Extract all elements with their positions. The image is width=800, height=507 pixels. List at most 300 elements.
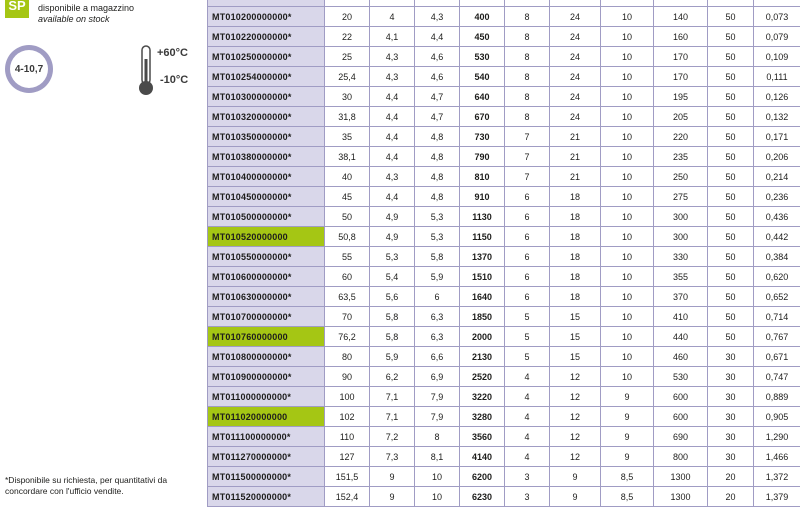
table-row bbox=[208, 247, 800, 267]
table-cell: 1300 bbox=[654, 467, 708, 487]
table-cell: 4,9 bbox=[370, 207, 415, 227]
table-cell: 0,132 bbox=[754, 107, 800, 127]
table-cell: 24 bbox=[550, 67, 601, 87]
table-cell: 1150 bbox=[460, 227, 505, 247]
table-cell: 0,620 bbox=[754, 267, 800, 287]
table-cell: 690 bbox=[654, 427, 708, 447]
table-cell: 30 bbox=[708, 407, 754, 427]
table-cell: 0,747 bbox=[754, 367, 800, 387]
table-cell: 6 bbox=[415, 287, 460, 307]
table-cell: 50 bbox=[708, 307, 754, 327]
table-cell: 9 bbox=[601, 427, 654, 447]
table-cell: 0,236 bbox=[754, 187, 800, 207]
table-cell: 25,4 bbox=[325, 67, 370, 87]
table-cell: 10 bbox=[601, 87, 654, 107]
table-cell: 12 bbox=[550, 367, 601, 387]
table-cell: 30 bbox=[708, 387, 754, 407]
table-cell: 38,1 bbox=[325, 147, 370, 167]
table-cell: 10 bbox=[415, 487, 460, 507]
table-cell: 4,4 bbox=[370, 147, 415, 167]
table-cell: 800 bbox=[654, 447, 708, 467]
table-cell: 0,714 bbox=[754, 307, 800, 327]
table-cell: 7 bbox=[505, 147, 550, 167]
table-cell: 6 bbox=[505, 227, 550, 247]
table-cell: 4,3 bbox=[370, 47, 415, 67]
table-cell: 18 bbox=[550, 247, 601, 267]
table-cell: 21 bbox=[550, 147, 601, 167]
table-cell: 3 bbox=[505, 487, 550, 507]
table-cell: 9 bbox=[601, 407, 654, 427]
table-cell: 8 bbox=[505, 107, 550, 127]
table-cell: 790 bbox=[460, 147, 505, 167]
table-row bbox=[208, 347, 800, 367]
table-cell: 4 bbox=[370, 7, 415, 27]
table-cell: 10 bbox=[601, 187, 654, 207]
table-cell: 4,9 bbox=[370, 227, 415, 247]
table-cell: 1850 bbox=[460, 307, 505, 327]
table-cell: 8 bbox=[505, 67, 550, 87]
table-cell: 160 bbox=[654, 27, 708, 47]
article-code-cell: MT010630000000* bbox=[208, 287, 325, 307]
table-cell: 4,4 bbox=[370, 187, 415, 207]
table-cell: 10 bbox=[601, 147, 654, 167]
table-cell: 0,109 bbox=[754, 47, 800, 67]
table-cell: 1370 bbox=[460, 247, 505, 267]
article-code-cell: MT010600000000* bbox=[208, 267, 325, 287]
table-cell: 440 bbox=[654, 327, 708, 347]
product-table-body bbox=[208, 0, 800, 507]
table-cell: 30 bbox=[325, 87, 370, 107]
table-cell: 12 bbox=[550, 387, 601, 407]
article-code-cell: MT011100000000* bbox=[208, 427, 325, 447]
article-code-cell: MT010320000000* bbox=[208, 107, 325, 127]
table-cell: 10 bbox=[601, 367, 654, 387]
table-row bbox=[208, 387, 800, 407]
table-cell: 1,372 bbox=[754, 467, 800, 487]
table-cell: 0,652 bbox=[754, 287, 800, 307]
table-row bbox=[208, 187, 800, 207]
table-cell: 10 bbox=[601, 247, 654, 267]
table-cell: 410 bbox=[654, 307, 708, 327]
table-cell: 22 bbox=[325, 27, 370, 47]
table-cell: 7,2 bbox=[370, 427, 415, 447]
table-cell: 4,7 bbox=[415, 87, 460, 107]
table-cell: 220 bbox=[654, 127, 708, 147]
table-cell: 5,3 bbox=[415, 207, 460, 227]
table-cell: 810 bbox=[460, 167, 505, 187]
table-row bbox=[208, 107, 800, 127]
article-code-cell: MT010254000000* bbox=[208, 67, 325, 87]
table-cell: 4 bbox=[505, 407, 550, 427]
table-cell: 30 bbox=[708, 367, 754, 387]
table-cell: 0,073 bbox=[754, 7, 800, 27]
table-cell: 600 bbox=[654, 387, 708, 407]
table-cell: 8,5 bbox=[601, 467, 654, 487]
table-cell: 250 bbox=[654, 167, 708, 187]
table-cell: 4,4 bbox=[370, 127, 415, 147]
table-cell: 5,8 bbox=[370, 307, 415, 327]
table-cell: 195 bbox=[654, 87, 708, 107]
table-cell: 10 bbox=[601, 207, 654, 227]
table-cell: 2000 bbox=[460, 327, 505, 347]
table-row bbox=[208, 27, 800, 47]
table-cell: 4,1 bbox=[370, 27, 415, 47]
table-cell: 18 bbox=[550, 207, 601, 227]
table-cell: 5,8 bbox=[415, 247, 460, 267]
table-cell: 50 bbox=[708, 27, 754, 47]
table-cell: 7 bbox=[505, 127, 550, 147]
table-cell: 205 bbox=[654, 107, 708, 127]
table-cell: 5 bbox=[505, 327, 550, 347]
max-temperature: +60°C bbox=[157, 47, 188, 59]
article-code-cell: MT010520000000 bbox=[208, 227, 325, 247]
table-row bbox=[208, 267, 800, 287]
table-cell: 4 bbox=[505, 367, 550, 387]
table-cell: 4,8 bbox=[415, 127, 460, 147]
table-cell: 2520 bbox=[460, 367, 505, 387]
table-cell: 7,1 bbox=[370, 407, 415, 427]
table-cell: 24 bbox=[550, 27, 601, 47]
table-row bbox=[208, 487, 800, 507]
table-cell: 7,3 bbox=[370, 447, 415, 467]
article-code-cell: MT010400000000* bbox=[208, 167, 325, 187]
table-cell: 21 bbox=[550, 167, 601, 187]
table-cell: 8 bbox=[415, 427, 460, 447]
table-cell: 235 bbox=[654, 147, 708, 167]
article-code-cell: MT010500000000* bbox=[208, 207, 325, 227]
table-cell: 50 bbox=[708, 227, 754, 247]
table-cell: 0,214 bbox=[754, 167, 800, 187]
table-row bbox=[208, 447, 800, 467]
table-cell: 10 bbox=[601, 107, 654, 127]
table-cell: 10 bbox=[601, 267, 654, 287]
table-row bbox=[208, 7, 800, 27]
table-cell: 4,3 bbox=[370, 67, 415, 87]
table-cell: 6 bbox=[505, 187, 550, 207]
table-row bbox=[208, 427, 800, 447]
table-cell: 3220 bbox=[460, 387, 505, 407]
table-row bbox=[208, 127, 800, 147]
size-range-badge-inner bbox=[10, 50, 48, 88]
table-cell: 0,111 bbox=[754, 67, 800, 87]
table-cell: 24 bbox=[550, 47, 601, 67]
table-cell: 50 bbox=[708, 67, 754, 87]
table-cell: 1300 bbox=[654, 487, 708, 507]
table-cell: 8 bbox=[505, 7, 550, 27]
sidebar bbox=[0, 0, 200, 500]
table-cell: 4 bbox=[505, 427, 550, 447]
product-table-wrapper bbox=[207, 0, 800, 507]
table-cell: 0,889 bbox=[754, 387, 800, 407]
table-cell: 4,4 bbox=[415, 27, 460, 47]
table-cell: 60 bbox=[325, 267, 370, 287]
table-cell: 7,9 bbox=[415, 407, 460, 427]
table-cell: 15 bbox=[550, 307, 601, 327]
table-cell: 8 bbox=[505, 27, 550, 47]
table-cell: 5,8 bbox=[370, 327, 415, 347]
table-row bbox=[208, 87, 800, 107]
table-cell: 3280 bbox=[460, 407, 505, 427]
table-cell: 10 bbox=[601, 287, 654, 307]
table-cell: 0,442 bbox=[754, 227, 800, 247]
table-cell: 20 bbox=[325, 7, 370, 27]
table-cell: 31,8 bbox=[325, 107, 370, 127]
table-cell: 4,4 bbox=[370, 87, 415, 107]
table-cell: 110 bbox=[325, 427, 370, 447]
table-cell: 45 bbox=[325, 187, 370, 207]
table-cell: 1,379 bbox=[754, 487, 800, 507]
table-cell: 80 bbox=[325, 347, 370, 367]
table-cell: 530 bbox=[460, 47, 505, 67]
table-cell: 50 bbox=[708, 187, 754, 207]
table-cell: 910 bbox=[460, 187, 505, 207]
table-cell: 4,8 bbox=[415, 147, 460, 167]
table-cell: 4,8 bbox=[415, 167, 460, 187]
table-cell: 5 bbox=[505, 307, 550, 327]
table-cell: 0,126 bbox=[754, 87, 800, 107]
table-cell: 100 bbox=[325, 387, 370, 407]
table-cell: 63,5 bbox=[325, 287, 370, 307]
table-cell: 10 bbox=[601, 47, 654, 67]
table-cell: 640 bbox=[460, 87, 505, 107]
table-row bbox=[208, 367, 800, 387]
table-cell: 50 bbox=[708, 207, 754, 227]
table-cell: 30 bbox=[708, 447, 754, 467]
stock-legend-italian: disponibile a magazzino bbox=[38, 3, 134, 14]
table-cell: 9 bbox=[601, 447, 654, 467]
table-cell: 30 bbox=[708, 427, 754, 447]
size-range-value: 4-10,7 bbox=[15, 64, 43, 75]
thermometer-icon bbox=[136, 45, 156, 97]
table-cell: 7,1 bbox=[370, 387, 415, 407]
table-cell: 1,466 bbox=[754, 447, 800, 467]
table-cell: 152,4 bbox=[325, 487, 370, 507]
table-cell: 330 bbox=[654, 247, 708, 267]
table-cell: 10 bbox=[601, 67, 654, 87]
table-cell: 3 bbox=[505, 467, 550, 487]
table-cell: 12 bbox=[550, 447, 601, 467]
article-code-cell: MT010380000000* bbox=[208, 147, 325, 167]
table-cell: 10 bbox=[601, 327, 654, 347]
table-cell: 24 bbox=[550, 87, 601, 107]
size-range-badge bbox=[5, 45, 53, 93]
table-cell: 6 bbox=[505, 287, 550, 307]
table-cell: 670 bbox=[460, 107, 505, 127]
table-cell: 275 bbox=[654, 187, 708, 207]
table-cell: 460 bbox=[654, 347, 708, 367]
table-cell: 50 bbox=[708, 287, 754, 307]
table-cell: 10 bbox=[601, 347, 654, 367]
table-cell: 6230 bbox=[460, 487, 505, 507]
table-cell: 6,3 bbox=[415, 307, 460, 327]
table-cell: 50 bbox=[708, 127, 754, 147]
table-cell: 6,2 bbox=[370, 367, 415, 387]
table-cell: 20 bbox=[708, 467, 754, 487]
table-cell: 4140 bbox=[460, 447, 505, 467]
table-cell: 450 bbox=[460, 27, 505, 47]
table-cell: 540 bbox=[460, 67, 505, 87]
table-cell: 0,171 bbox=[754, 127, 800, 147]
table-cell: 1640 bbox=[460, 287, 505, 307]
table-cell: 0,767 bbox=[754, 327, 800, 347]
table-cell: 12 bbox=[550, 407, 601, 427]
table-row bbox=[208, 327, 800, 347]
footnote-line-1: *Disponibile su richiesta, per quantitativi da bbox=[5, 475, 195, 486]
table-cell: 102 bbox=[325, 407, 370, 427]
table-cell: 24 bbox=[550, 107, 601, 127]
table-cell: 4 bbox=[505, 387, 550, 407]
table-cell: 370 bbox=[654, 287, 708, 307]
table-cell: 2130 bbox=[460, 347, 505, 367]
table-cell: 140 bbox=[654, 7, 708, 27]
table-cell: 6 bbox=[505, 247, 550, 267]
article-code-cell: MT010450000000* bbox=[208, 187, 325, 207]
table-cell: 10 bbox=[415, 467, 460, 487]
table-cell: 50 bbox=[708, 47, 754, 67]
table-cell: 4,8 bbox=[415, 187, 460, 207]
table-cell: 4,4 bbox=[370, 107, 415, 127]
table-cell: 7 bbox=[505, 167, 550, 187]
table-row bbox=[208, 147, 800, 167]
table-cell: 6,9 bbox=[415, 367, 460, 387]
table-cell: 3560 bbox=[460, 427, 505, 447]
table-row bbox=[208, 467, 800, 487]
table-cell: 127 bbox=[325, 447, 370, 467]
article-code-cell: MT011020000000 bbox=[208, 407, 325, 427]
table-cell: 50,8 bbox=[325, 227, 370, 247]
table-cell: 10 bbox=[601, 27, 654, 47]
table-cell: 24 bbox=[550, 7, 601, 27]
table-cell: 18 bbox=[550, 287, 601, 307]
table-cell: 5 bbox=[505, 347, 550, 367]
table-cell: 50 bbox=[708, 107, 754, 127]
table-cell: 50 bbox=[708, 7, 754, 27]
table-row bbox=[208, 207, 800, 227]
table-cell: 10 bbox=[601, 7, 654, 27]
article-code-cell: MT010900000000* bbox=[208, 367, 325, 387]
table-cell: 18 bbox=[550, 227, 601, 247]
article-code-cell: MT010760000000 bbox=[208, 327, 325, 347]
table-cell: 600 bbox=[654, 407, 708, 427]
table-cell: 10 bbox=[601, 307, 654, 327]
table-cell: 25 bbox=[325, 47, 370, 67]
stock-legend-english: available on stock bbox=[38, 14, 134, 25]
table-cell: 12 bbox=[550, 427, 601, 447]
table-cell: 4,6 bbox=[415, 47, 460, 67]
table-cell: 5,6 bbox=[370, 287, 415, 307]
table-cell: 90 bbox=[325, 367, 370, 387]
table-cell: 50 bbox=[708, 87, 754, 107]
article-code-cell: MT010800000000* bbox=[208, 347, 325, 367]
table-cell: 18 bbox=[550, 187, 601, 207]
table-cell: 18 bbox=[550, 267, 601, 287]
table-cell: 70 bbox=[325, 307, 370, 327]
product-table bbox=[207, 0, 800, 507]
table-cell: 15 bbox=[550, 327, 601, 347]
table-cell: 35 bbox=[325, 127, 370, 147]
table-cell: 50 bbox=[708, 327, 754, 347]
table-cell: 8 bbox=[505, 87, 550, 107]
table-cell: 5,4 bbox=[370, 267, 415, 287]
table-cell: 4,3 bbox=[415, 7, 460, 27]
table-cell: 8,1 bbox=[415, 447, 460, 467]
table-cell: 170 bbox=[654, 67, 708, 87]
table-row bbox=[208, 47, 800, 67]
table-cell: 5,9 bbox=[415, 267, 460, 287]
table-cell: 9 bbox=[601, 387, 654, 407]
table-cell: 530 bbox=[654, 367, 708, 387]
table-cell: 15 bbox=[550, 347, 601, 367]
table-cell: 50 bbox=[708, 167, 754, 187]
table-cell: 300 bbox=[654, 207, 708, 227]
table-cell: 21 bbox=[550, 127, 601, 147]
stock-legend-text bbox=[38, 3, 134, 25]
table-cell: 50 bbox=[708, 247, 754, 267]
table-cell: 9 bbox=[550, 467, 601, 487]
article-code-cell: MT010200000000* bbox=[208, 7, 325, 27]
table-cell: 6,6 bbox=[415, 347, 460, 367]
table-cell: 0,384 bbox=[754, 247, 800, 267]
table-cell: 4,7 bbox=[415, 107, 460, 127]
table-cell: 55 bbox=[325, 247, 370, 267]
table-cell: 4 bbox=[505, 447, 550, 467]
footnote-line-2: concordare con l'ufficio vendite. bbox=[5, 486, 195, 497]
article-code-cell: MT011500000000* bbox=[208, 467, 325, 487]
article-code-cell: MT010350000000* bbox=[208, 127, 325, 147]
table-cell: 6 bbox=[505, 207, 550, 227]
availability-footnote bbox=[5, 475, 195, 497]
table-row bbox=[208, 407, 800, 427]
table-cell: 4,3 bbox=[370, 167, 415, 187]
table-cell: 6200 bbox=[460, 467, 505, 487]
stock-legend-swatch: SP bbox=[5, 0, 29, 18]
min-temperature: -10°C bbox=[160, 74, 188, 86]
table-cell: 8,5 bbox=[601, 487, 654, 507]
table-cell: 0,206 bbox=[754, 147, 800, 167]
table-cell: 1,290 bbox=[754, 427, 800, 447]
table-cell: 30 bbox=[708, 347, 754, 367]
table-cell: 9 bbox=[370, 467, 415, 487]
table-cell: 0,436 bbox=[754, 207, 800, 227]
table-cell: 730 bbox=[460, 127, 505, 147]
table-cell: 355 bbox=[654, 267, 708, 287]
article-code-cell: MT011270000000* bbox=[208, 447, 325, 467]
table-cell: 10 bbox=[601, 127, 654, 147]
table-row bbox=[208, 287, 800, 307]
table-cell: 170 bbox=[654, 47, 708, 67]
table-cell: 50 bbox=[708, 267, 754, 287]
table-cell: 7,9 bbox=[415, 387, 460, 407]
table-cell: 300 bbox=[654, 227, 708, 247]
table-cell: 6 bbox=[505, 267, 550, 287]
table-row bbox=[208, 67, 800, 87]
table-cell: 9 bbox=[550, 487, 601, 507]
table-cell: 0,671 bbox=[754, 347, 800, 367]
article-code-cell: MT010550000000* bbox=[208, 247, 325, 267]
table-row bbox=[208, 227, 800, 247]
table-cell: 0,079 bbox=[754, 27, 800, 47]
table-cell: 0,905 bbox=[754, 407, 800, 427]
table-cell: 40 bbox=[325, 167, 370, 187]
table-cell: 5,9 bbox=[370, 347, 415, 367]
table-cell: 1130 bbox=[460, 207, 505, 227]
table-cell: 6,3 bbox=[415, 327, 460, 347]
table-cell: 4,6 bbox=[415, 67, 460, 87]
table-cell: 5,3 bbox=[415, 227, 460, 247]
article-code-cell: MT011520000000* bbox=[208, 487, 325, 507]
table-cell: 8 bbox=[505, 47, 550, 67]
article-code-cell: MT010220000000* bbox=[208, 27, 325, 47]
